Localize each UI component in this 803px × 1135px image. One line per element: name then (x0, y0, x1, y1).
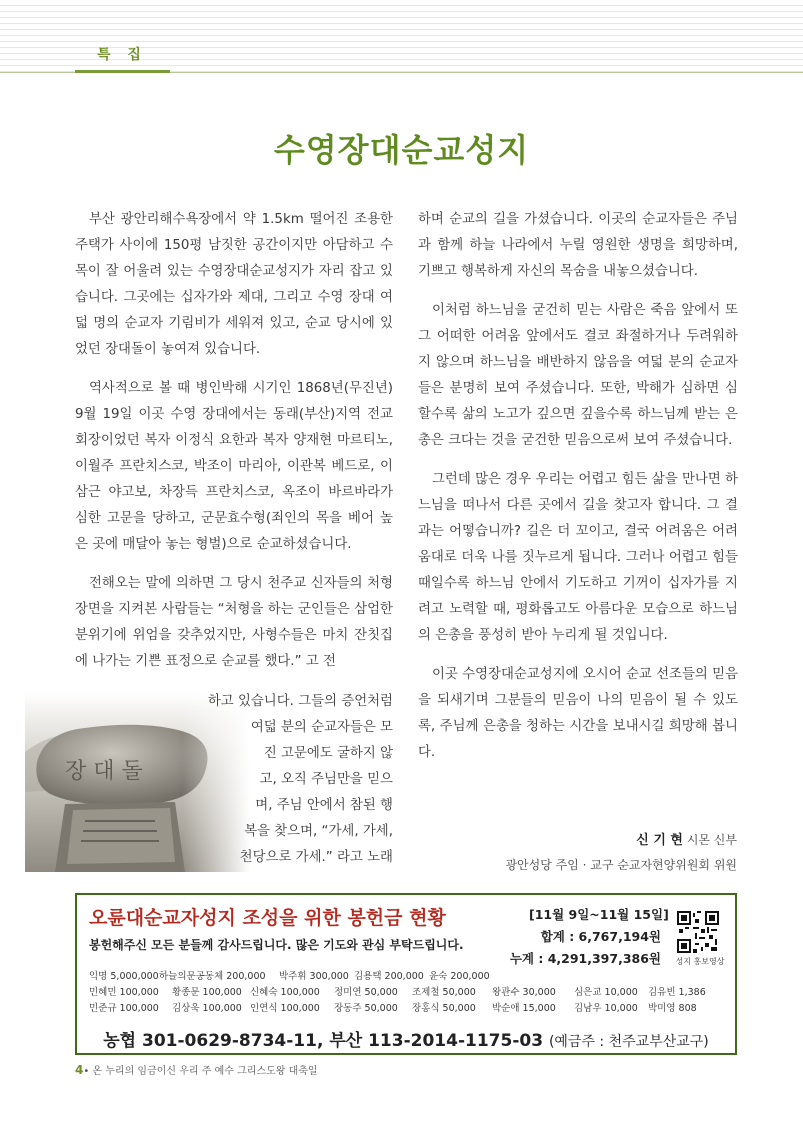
account-numbers: 농협 301-0629-8734-11, 부산 113-2014-1175-03 (103, 1031, 544, 1051)
wrapped-text (236, 819, 393, 845)
donor-entry: 장홍식 50,000 (412, 1003, 476, 1014)
donor-entry: 윤숙 200,000 (429, 971, 490, 982)
page-footer (75, 1062, 318, 1077)
donation-period: [11월 9일~11월 15일] (529, 907, 669, 922)
author-affiliation: 광안성당 주임 · 교구 순교자현양위원회 위원 (505, 858, 737, 872)
author-name: 신 기 현 (636, 833, 683, 848)
wrap-line: 며, 주님 안에서 참된 행 (255, 798, 393, 813)
donor-entry: 황종문 100,000 (172, 987, 242, 998)
paragraph: 이처럼 하느님을 굳건히 믿는 사람은 죽음 앞에서 또 그 어떠한 어려움 앞에서도 결코 좌절하거나 두려워하지 않으며 하느님을 배반하지 않음을 여덟 분의 순교자들은 분명히 보여 주셨습니다. 또한, 박해가 심하면 심할수록 삶의 노고가 깊으면 깊을수록 하느님께 받는 은총은 크다는 것을 굳건한 믿음으로써 보여 주셨습니다. (418, 303, 738, 448)
donor-entry: 익명 5,000,000 (89, 971, 159, 982)
donor-entry: 인연식 100,000 (250, 1003, 320, 1014)
donation-total: 합계 : 6,767,194원 (540, 929, 661, 944)
donor-row (89, 1001, 719, 1017)
donor-entry: 민준규 100,000 (89, 1003, 159, 1014)
header-rule-accent (75, 70, 170, 73)
qr-label: 성지 홍보영상 (675, 957, 725, 966)
donor-entry: 박순애 15,000 (492, 1003, 556, 1014)
donor-entry: 왕관수 30,000 (492, 987, 556, 998)
paragraph: 전해오는 말에 의하면 그 당시 천주교 신자들의 처형장면을 지켜본 사람들는 “처형을 하는 군인들은 삼엄한 분위기에 위엄을 갖추었지만, 사형수들은 마치 잔칫집에 나가는 기쁜 표정으로 순교를 했다.” 고 전 (75, 576, 393, 669)
page-title: 수영장대순교성지 (273, 131, 530, 169)
wrapped-text (226, 715, 393, 741)
donation-box (75, 893, 737, 1055)
paragraph: 역사적으로 볼 때 병인박해 시기인 1868년(무진년) 9월 19일 이곳 수영 장대에서는 동래(부산)지역 전교 회장이었던 복자 이정식 요한과 복자 양재현 마르티노, 이월주 프란치스코, 박조이 마리아, 이관복 베드로, 이삼근 야고보, 차장득 프란치스코, 옥조이 바르바라가 심한 고문을 당하고, 군문효수형(죄인의 목을 베어 높은 곳에 매달아 놓는 형벌)으로 순교하셨습니다. (75, 381, 393, 552)
donation-subtitle: 봉헌해주신 모든 분들께 감사드립니다. 많은 기도와 관심 부탁드립니다. (89, 938, 464, 952)
right-column (418, 207, 738, 779)
page-number: 4 (75, 1063, 84, 1077)
author-signature (505, 828, 737, 878)
wrapped-text (246, 767, 393, 793)
account-holder: (예금주 : 천주교부산교구) (548, 1034, 709, 1050)
donation-title: 오륜대순교자성지 조성을 위한 봉헌금 현황 (89, 907, 446, 929)
wrapped-text (196, 689, 393, 715)
wrap-line: 진 고문에도 굴하지 않 (263, 746, 393, 761)
donor-entry: 조제철 50,000 (412, 987, 476, 998)
wrapped-text (216, 845, 393, 871)
donor-entry: 박주휘 300,000 (279, 971, 349, 982)
wrap-line: 하고 있습니다. 그들의 증언처럼 (207, 694, 393, 709)
donor-row (89, 985, 719, 1001)
paragraph: 부산 광안리해수욕장에서 약 1.5km 떨어진 조용한 주택가 사이에 150평 남짓한 공간이지만 아담하고 수목이 잘 어울려 있는 수영장대순교성지가 자리 잡고 있습니다. 그곳에는 십자가와 제대, 그리고 수영 장대 여덟 명의 순교자 기림비가 세워져 있고, 순교 당시에 있었던 장대돌이 놓여져 있습니다. (75, 212, 393, 357)
donor-entry: 장동주 50,000 (334, 1003, 398, 1014)
donor-entry: 김용택 200,000 (354, 971, 424, 982)
bank-account (77, 1026, 735, 1051)
section-label: 특 집 (97, 47, 147, 63)
donor-entry: 민혜민 100,000 (89, 987, 159, 998)
paragraph: 이곳 수영장대순교성지에 오시어 순교 선조들의 믿음을 되새기며 그분들의 믿음이 나의 믿음이 될 수 있도록, 주님께 은총을 청하는 시간을 보내시길 희망해 봅니다. (418, 667, 738, 760)
donor-entry: 김상욱 100,000 (172, 1003, 242, 1014)
donor-entry: 박미영 808 (648, 1003, 697, 1014)
wrap-line: 고, 오직 주님만을 믿으 (259, 772, 393, 787)
donor-entry: 심은교 10,000 (574, 987, 638, 998)
left-column (75, 207, 393, 675)
author-title: 시몬 신부 (686, 833, 737, 847)
wrapped-text (240, 741, 393, 767)
wrap-line: 천당으로 가세.” 라고 노래 (239, 850, 393, 865)
donor-entry: 정미연 50,000 (334, 987, 398, 998)
donor-entry: 김유빈 1,386 (648, 987, 706, 998)
paragraph: 하며 순교의 길을 가셨습니다. 이곳의 순교자들은 주님과 함께 하늘 나라에서 누릴 영원한 생명을 희망하며, 기쁘고 행복하게 자신의 목숨을 내놓으셨습니다. (418, 212, 738, 279)
footer-slogan: • 온 누리의 임금이신 우리 주 예수 그리스도왕 대축일 (83, 1066, 318, 1077)
donor-row (89, 969, 719, 985)
qr-code-icon[interactable] (677, 911, 719, 953)
paragraph: 그런데 많은 경우 우리는 어렵고 힘든 삶을 만나면 하느님을 떠나서 다른 곳에서 길을 찾고자 합니다. 그 결과는 어떻습니까? 길은 더 꼬이고, 결국 어려움은 어려움대로 더욱 나를 짓누르게 됩니다. 그러나 어렵고 힘들 때일수록 하느님 안에서 기도하고 기꺼이 십자가를 지려고 노력할 때, 평화롭고도 아름다운 모습으로 하느님의 은총을 풍성히 받아 누리게 될 것입니다. (418, 472, 738, 643)
donor-entry: 하늘의문공동체 200,000 (159, 971, 266, 982)
wrapped-text (240, 793, 393, 819)
donor-list (89, 969, 719, 1017)
wrap-line: 여덟 분의 순교자들은 모 (250, 720, 393, 735)
donor-entry: 김남우 10,000 (574, 1003, 638, 1014)
donor-entry: 신혜숙 100,000 (250, 987, 320, 998)
donation-cumulative: 누계 : 4,291,397,386원 (509, 951, 661, 966)
wrap-line: 복을 찾으며, “가세, 가세, (244, 824, 393, 839)
